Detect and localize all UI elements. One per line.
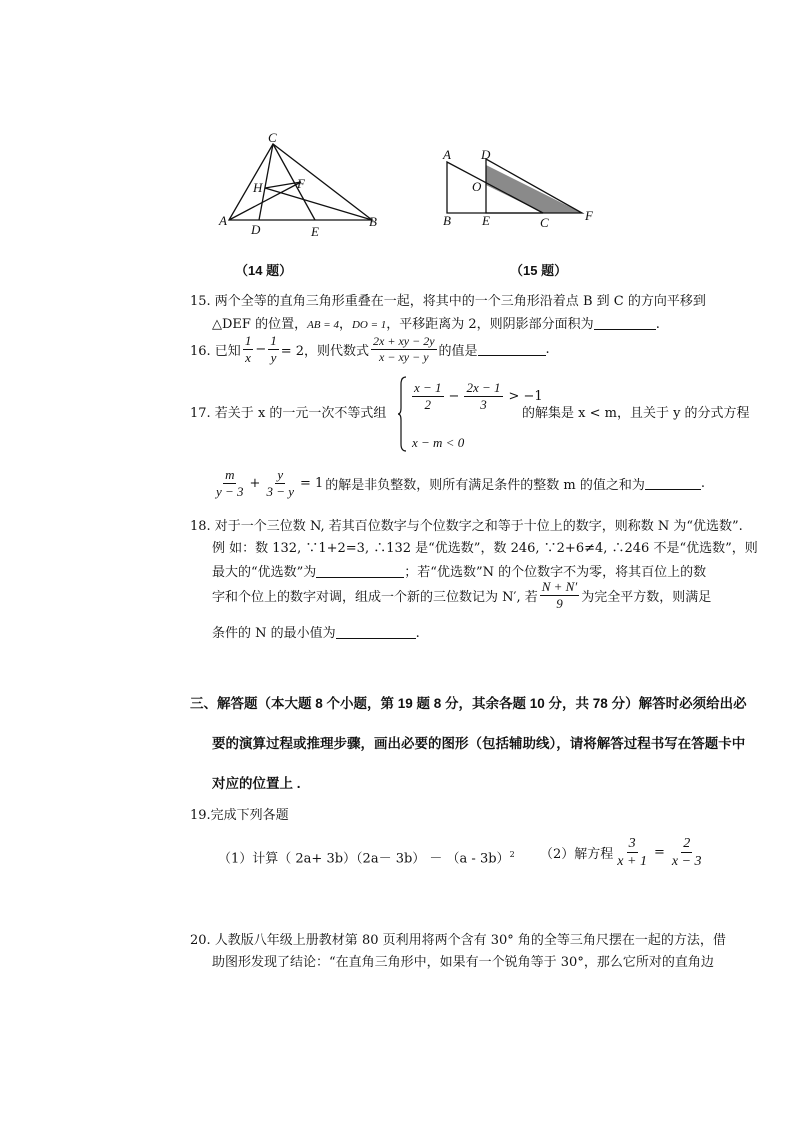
fig15-label-d: D: [481, 147, 491, 162]
q16-frac1: $\frac{1}{x}$: [244, 333, 252, 366]
q20-line2: 助图形发现了结论：“在直角三角形中，如果有一个锐角等于 30°，那么它所对的直角边: [212, 955, 714, 970]
fig14-label-e: E: [311, 224, 319, 239]
fig14-label-a: A: [219, 213, 227, 228]
q16-frac3: $\frac{2x + xy - 2y}{x - xy - y}$: [373, 334, 435, 365]
q16-prefix: 16. 已知: [190, 344, 241, 360]
fig15-label-e: E: [482, 213, 490, 228]
q16-eq: = 2，则代数式: [280, 344, 370, 360]
q15-comma: ，: [338, 317, 352, 332]
q18-line4-b: 为完全平方数，则满足: [581, 590, 712, 606]
q15-answer-blank: [594, 317, 656, 330]
q15-line2-c: ，平移距离为 2，则阴影部分面积为: [386, 317, 594, 332]
fig14-label-f: F: [297, 176, 305, 191]
q16-end: .: [545, 342, 550, 358]
q19-part2: [540, 836, 706, 870]
q18-line1: 18. 对于一个三位数 N, 若其百位数字与个位数字之和等于十位上的数字，则称数 N 为“优选数”.: [190, 519, 743, 534]
q17-eq-frac1: $\frac{m}{y - 3}$: [216, 467, 244, 500]
q19-part1: [218, 851, 515, 865]
q19-part2-frac1: $\frac{3}{x + 1}$: [617, 836, 647, 870]
figure-14: [215, 130, 390, 240]
q19-part1-exponent: 2: [509, 850, 515, 859]
q19-title: 19.完成下列各题: [190, 808, 289, 823]
q15-line1: 15. 两个全等的直角三角形重叠在一起，将其中的一个三角形沿着点 B 到 C 的方向平移到: [190, 294, 706, 309]
fig14-label-b: B: [369, 214, 377, 229]
q15-do-value: DO = 1: [351, 319, 387, 331]
figure-15-caption: （15 题）: [510, 263, 568, 278]
q16-minus: −: [255, 342, 267, 358]
q17-ineq1-rhs: > −1: [508, 389, 543, 405]
q15-end: .: [655, 317, 660, 332]
shaded-region: [486, 165, 582, 213]
q17-ineq1-frac2: $\frac{2x - 1}{3}$: [466, 380, 501, 413]
fig15-label-c: C: [540, 215, 549, 230]
q18-line5-end: .: [415, 626, 420, 641]
section3-heading-line3: 对应的位置上 .: [212, 776, 301, 791]
q15-ab-value: AB = 4: [307, 319, 339, 331]
q19-part2-frac2: $\frac{2}{x - 3}$: [671, 836, 702, 870]
fig14-label-d: D: [251, 222, 261, 237]
fig15-label-o: O: [472, 179, 482, 194]
section3-heading-line2: 要的演算过程或推理步骤，画出必要的图形（包括辅助线），请将解答过程书写在答题卡中: [212, 736, 746, 751]
fig15-label-a: A: [443, 147, 451, 162]
q18-line3: [212, 565, 706, 579]
q18-frac: $\frac{N + N'}{9}$: [541, 579, 578, 612]
q17-ineq1-frac1: $\frac{x - 1}{2}$: [414, 380, 442, 413]
q16: [190, 334, 550, 366]
q18-line3-b: ；若“优选数”N 的个位数字不为零，将其百位上的数: [404, 565, 707, 580]
q16-suffix: 的值是: [438, 344, 478, 360]
q19-part2-prefix: （2）解方程: [540, 847, 614, 863]
fig15-label-b: B: [443, 213, 451, 228]
q18-line2: 例 如：数 132, ∵1+2=3, ∴132 是“优选数”，数 246, ∵2+6≠4, ∴246 不是“优选数”，则: [212, 541, 758, 556]
q15-line2: [212, 317, 660, 331]
q17-answer-blank: [645, 477, 701, 490]
q17-inequality-2: x − m < 0: [412, 435, 465, 450]
q18-line4: [212, 580, 711, 612]
q18-line3-a: 最大的“优选数”为: [212, 565, 317, 580]
q17-prefix: 17. 若关于 x 的一元一次不等式组: [190, 406, 387, 421]
section3-heading-line1: 三、解答题（本大题 8 个小题，第 19 题 8 分，其余各题 10 分，共 78 分）解答时必须给出必: [190, 696, 747, 711]
q15-line2-a: △DEF 的位置，: [212, 317, 308, 332]
q16-answer-blank: [478, 343, 546, 356]
figure-15: [435, 145, 605, 230]
q17-eq-rhs: = 1: [300, 476, 324, 492]
q18-line4-a: 字和个位上的数字对调，组成一个新的三位数记为 N′, 若: [212, 590, 538, 606]
q16-frac2: $\frac{1}{y}$: [270, 333, 277, 366]
q17-end: .: [700, 476, 706, 492]
q17-ineq1-minus: −: [448, 389, 460, 405]
q19-part2-eq: =: [653, 845, 665, 861]
q18-answer-blank-1: [316, 565, 404, 578]
q19-part1-expression: （1）计算（ 2a+ 3b）（2a－ 3b） － （a - 3b）: [218, 851, 510, 867]
q20-line1: 20. 人教版八年级上册教材第 80 页利用将两个含有 30° 角的全等三角尺摆在一起的方法，借: [190, 933, 726, 948]
fig14-label-c: C: [268, 130, 277, 145]
q17-eq-plus: +: [249, 476, 261, 492]
q17-eq-frac2: $\frac{y}{3 - y}$: [266, 467, 294, 500]
fig14-label-h: H: [253, 180, 263, 195]
fig15-label-f: F: [585, 208, 593, 223]
q18-line5-a: 条件的 N 的最小值为: [212, 626, 336, 641]
q18-answer-blank-2: [336, 626, 416, 639]
q17-brace: [397, 376, 407, 452]
figure-14-caption: （14 题）: [235, 263, 293, 278]
q17-mid: 的解集是 x < m，且关于 y 的分式方程: [522, 406, 750, 421]
q18-line5: [212, 626, 420, 640]
q17-line2: [212, 468, 705, 500]
q17-line2-text: 的解是非负整数，则所有满足条件的整数 m 的值之和为: [325, 478, 645, 494]
